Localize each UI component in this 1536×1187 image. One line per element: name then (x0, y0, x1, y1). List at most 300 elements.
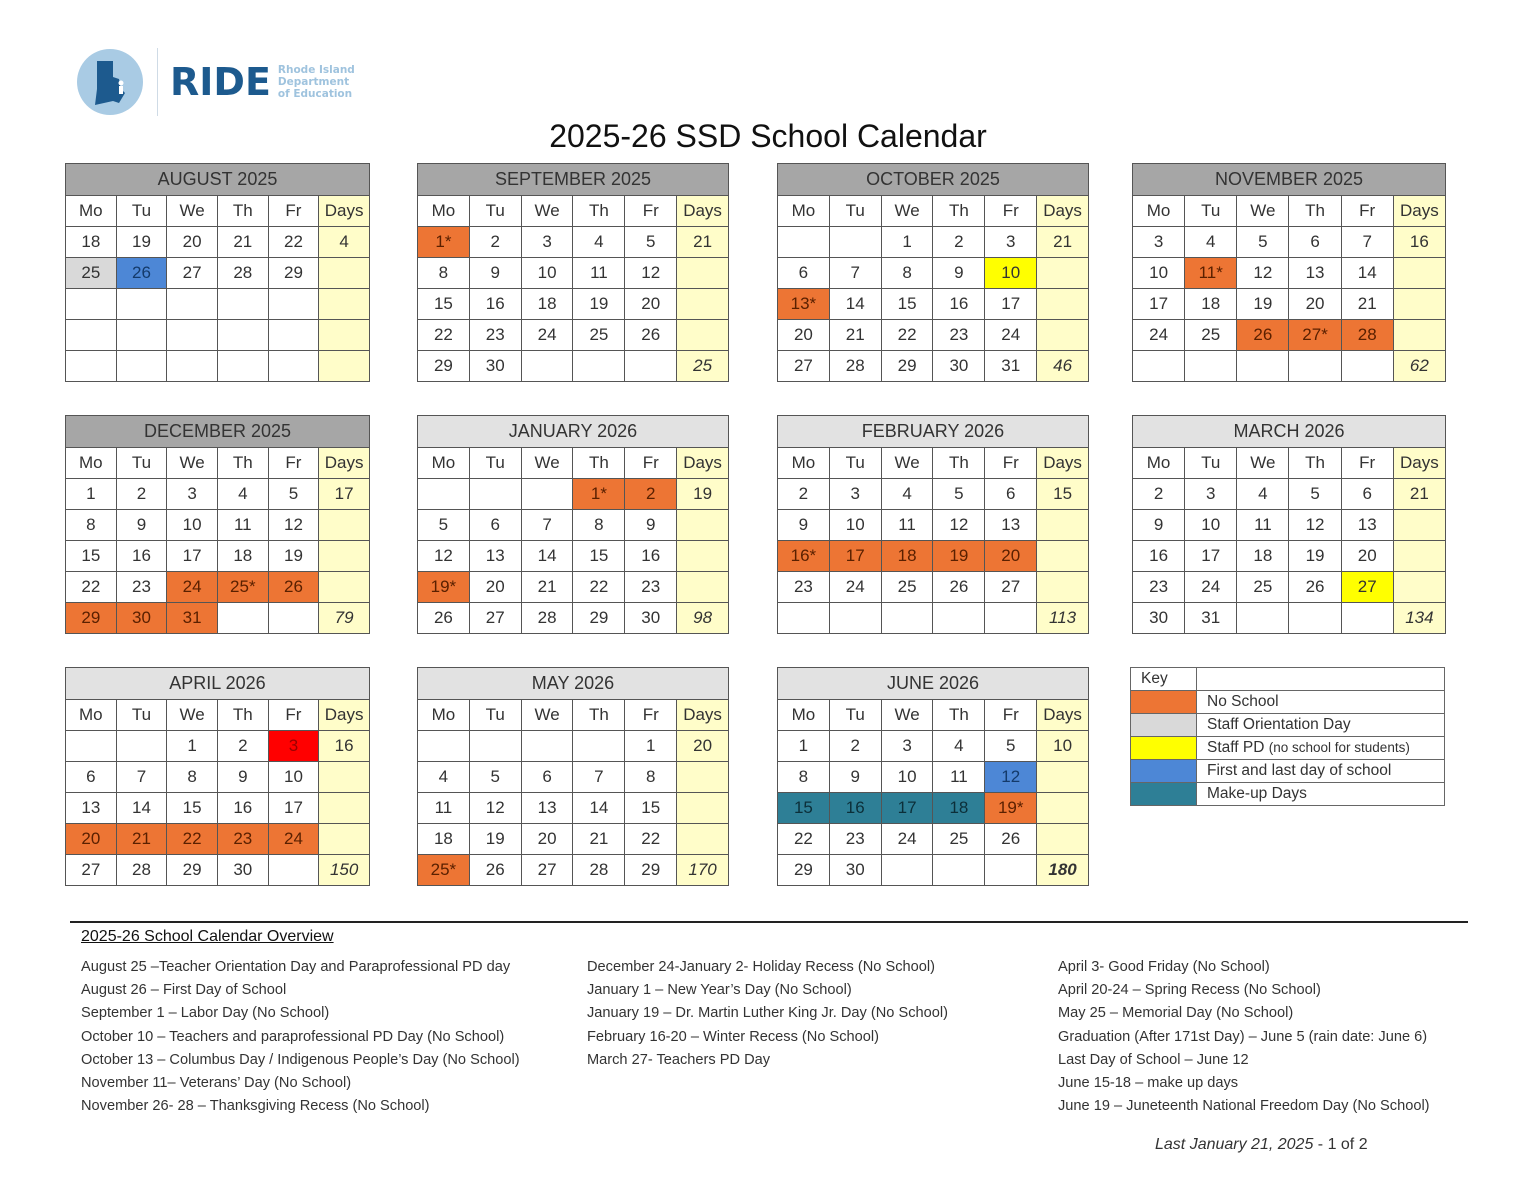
day-cell: 10 (167, 510, 218, 541)
days-count (1393, 320, 1445, 351)
day-cell: 26 (1289, 572, 1341, 603)
week-row (418, 824, 729, 855)
week-row (1133, 320, 1446, 351)
day-cell: 22 (625, 824, 677, 855)
page-number: - 1 of 2 (1313, 1136, 1368, 1153)
week-row (66, 258, 370, 289)
week-row (778, 855, 1089, 886)
day-cell: 3 (829, 479, 881, 510)
day-cell: 21 (829, 320, 881, 351)
day-cell: 24 (881, 824, 933, 855)
week-row (1133, 603, 1446, 634)
day-cell: 12 (985, 762, 1037, 793)
days-count (677, 289, 729, 320)
day-cell: 20 (985, 541, 1037, 572)
day-cell: 16 (625, 541, 677, 572)
week-row (66, 227, 370, 258)
day-cell: 1 (881, 227, 933, 258)
day-cell: 3 (521, 227, 573, 258)
day-cell: 23 (469, 320, 521, 351)
day-cell: 25 (881, 572, 933, 603)
weekday-header: Mo (66, 448, 117, 479)
key-header: Key (1131, 668, 1197, 691)
days-count: 4 (319, 227, 370, 258)
day-cell (1237, 603, 1289, 634)
days-header: Days (1037, 196, 1089, 227)
day-cell: 24 (829, 572, 881, 603)
day-cell (985, 603, 1037, 634)
day-cell: 12 (625, 258, 677, 289)
day-cell: 20 (167, 227, 218, 258)
days-header: Days (1037, 700, 1089, 731)
day-cell: 22 (418, 320, 470, 351)
day-cell: 1 (778, 731, 830, 762)
weekday-header: Mo (778, 196, 830, 227)
day-cell: 3 (985, 227, 1037, 258)
week-row (66, 351, 370, 382)
days-count (319, 320, 370, 351)
day-cell: 4 (1185, 227, 1237, 258)
overview-item: Graduation (After 171st Day) – June 5 (rain date: June 6) (1058, 1028, 1428, 1045)
days-count: 62 (1393, 351, 1445, 382)
day-cell: 29 (573, 603, 625, 634)
week-row (778, 320, 1089, 351)
day-cell (167, 320, 218, 351)
month-title: NOVEMBER 2025 (1133, 164, 1446, 196)
key-label-staff-orientation: Staff Orientation Day (1197, 714, 1445, 737)
day-cell: 26 (418, 603, 470, 634)
day-cell: 21 (1341, 289, 1393, 320)
day-cell: 3 (268, 731, 319, 762)
day-cell (116, 289, 167, 320)
overview-item: October 10 – Teachers and paraprofessional PD Day (No School) (81, 1028, 505, 1045)
day-cell: 29 (881, 351, 933, 382)
day-cell: 12 (469, 793, 521, 824)
day-cell (167, 289, 218, 320)
day-cell: 27 (985, 572, 1037, 603)
month-calendar (1132, 163, 1446, 382)
overview-item: April 3- Good Friday (No School) (1058, 959, 1270, 975)
day-cell: 17 (829, 541, 881, 572)
month-calendar (65, 415, 370, 634)
day-cell: 23 (829, 824, 881, 855)
week-row (778, 824, 1089, 855)
day-cell: 19* (418, 572, 470, 603)
weekday-header: Fr (1341, 448, 1393, 479)
day-cell: 10 (521, 258, 573, 289)
overview-column-3 (1058, 956, 1430, 1118)
days-count: 20 (677, 731, 729, 762)
week-row (1133, 227, 1446, 258)
day-cell: 20 (1289, 289, 1341, 320)
days-count (319, 824, 370, 855)
day-cell (217, 289, 268, 320)
day-cell: 2 (778, 479, 830, 510)
day-cell: 14 (829, 289, 881, 320)
day-cell: 19 (573, 289, 625, 320)
week-row (778, 793, 1089, 824)
weekday-header: Fr (625, 700, 677, 731)
day-cell: 9 (469, 258, 521, 289)
days-count: 16 (1393, 227, 1445, 258)
weekday-header: Mo (418, 448, 470, 479)
day-cell: 20 (66, 824, 117, 855)
day-cell: 25 (1237, 572, 1289, 603)
day-cell: 2 (116, 479, 167, 510)
weekday-header: Tu (469, 448, 521, 479)
day-cell: 27 (167, 258, 218, 289)
weekday-header: Tu (116, 196, 167, 227)
day-cell: 12 (418, 541, 470, 572)
overview-item: June 15-18 – make up days (1058, 1075, 1239, 1092)
day-cell: 2 (933, 227, 985, 258)
day-cell: 5 (625, 227, 677, 258)
key-label-no-school: No School (1197, 691, 1445, 714)
days-count (677, 541, 729, 572)
day-cell: 8 (573, 510, 625, 541)
footer (1155, 1136, 1368, 1154)
key-label-staff-pd-main: Staff PD (1207, 739, 1265, 756)
day-cell (469, 479, 521, 510)
week-row (66, 572, 370, 603)
day-cell: 15 (778, 793, 830, 824)
day-cell: 19 (933, 541, 985, 572)
make-up-days-swatch (1131, 783, 1197, 806)
day-cell: 9 (217, 762, 268, 793)
day-cell: 19 (1237, 289, 1289, 320)
logo-subtitle-line: Department (277, 76, 350, 88)
month-title: FEBRUARY 2026 (778, 416, 1089, 448)
month-calendar (777, 667, 1089, 886)
week-row (778, 227, 1089, 258)
day-cell: 11 (881, 510, 933, 541)
weekday-header: Th (1289, 196, 1341, 227)
weekday-header: Fr (1341, 196, 1393, 227)
days-header: Days (1037, 448, 1089, 479)
day-cell: 22 (167, 824, 218, 855)
day-cell: 1 (625, 731, 677, 762)
weekday-header: Th (573, 196, 625, 227)
week-row (66, 541, 370, 572)
day-cell: 5 (268, 479, 319, 510)
overview-item: November 26- 28 – Thanksgiving Recess (No School) (81, 1098, 430, 1115)
day-cell (1289, 603, 1341, 634)
day-cell (881, 855, 933, 886)
days-count (319, 572, 370, 603)
month-calendar (777, 163, 1089, 382)
week-row (66, 510, 370, 541)
days-count (677, 320, 729, 351)
days-count (677, 258, 729, 289)
page-title: 2025-26 SSD School Calendar (549, 118, 987, 154)
day-cell: 5 (1289, 479, 1341, 510)
overview-item: December 24-January 2- Holiday Recess (No School) (587, 959, 935, 975)
days-count (677, 510, 729, 541)
day-cell: 23 (933, 320, 985, 351)
overview-title: 2025-26 School Calendar Overview (81, 928, 334, 945)
day-cell (66, 351, 117, 382)
days-count: 150 (319, 855, 370, 886)
day-cell: 11 (217, 510, 268, 541)
day-cell: 27* (1289, 320, 1341, 351)
day-cell: 27 (1341, 572, 1393, 603)
weekday-header: Tu (116, 448, 167, 479)
day-cell: 19* (985, 793, 1037, 824)
day-cell: 9 (625, 510, 677, 541)
days-header: Days (319, 448, 370, 479)
week-row (778, 572, 1089, 603)
days-count: 10 (1037, 731, 1089, 762)
day-cell: 29 (167, 855, 218, 886)
overview-item: June 19 – Juneteenth National Freedom Day (No School) (1058, 1098, 1430, 1115)
weekday-header: Th (217, 448, 268, 479)
week-row (418, 289, 729, 320)
days-count: 46 (1037, 351, 1089, 382)
days-count (319, 541, 370, 572)
day-cell: 20 (1341, 541, 1393, 572)
days-count: 113 (1037, 603, 1089, 634)
day-cell (116, 731, 167, 762)
day-cell: 26 (268, 572, 319, 603)
day-cell: 10 (1185, 510, 1237, 541)
day-cell: 25 (66, 258, 117, 289)
day-cell (116, 320, 167, 351)
month-title: AUGUST 2025 (66, 164, 370, 196)
day-cell: 8 (778, 762, 830, 793)
day-cell: 24 (1185, 572, 1237, 603)
month-title: OCTOBER 2025 (778, 164, 1089, 196)
days-count (1393, 289, 1445, 320)
weekday-header: We (1237, 448, 1289, 479)
logo-subtitle (278, 64, 355, 100)
week-row (66, 603, 370, 634)
day-cell (66, 289, 117, 320)
day-cell: 28 (1341, 320, 1393, 351)
day-cell: 19 (1289, 541, 1341, 572)
day-cell: 29 (778, 855, 830, 886)
weekday-header: We (881, 448, 933, 479)
week-row (1133, 541, 1446, 572)
day-cell: 13 (1341, 510, 1393, 541)
days-count: 15 (1037, 479, 1089, 510)
day-cell: 1* (418, 227, 470, 258)
day-cell: 25* (217, 572, 268, 603)
day-cell: 31 (985, 351, 1037, 382)
day-cell: 16 (217, 793, 268, 824)
month-title: JUNE 2026 (778, 668, 1089, 700)
weekday-header: Th (217, 700, 268, 731)
day-cell: 5 (933, 479, 985, 510)
month-calendar (417, 415, 729, 634)
day-cell: 10 (1133, 258, 1185, 289)
week-row (1133, 510, 1446, 541)
week-row (418, 793, 729, 824)
day-cell: 8 (625, 762, 677, 793)
week-row (778, 510, 1089, 541)
day-cell: 16 (1133, 541, 1185, 572)
day-cell (469, 731, 521, 762)
days-count: 21 (1037, 227, 1089, 258)
overview-column-1 (81, 956, 520, 1118)
day-cell: 18 (66, 227, 117, 258)
days-count (677, 793, 729, 824)
days-count: 25 (677, 351, 729, 382)
day-cell (829, 227, 881, 258)
day-cell (573, 731, 625, 762)
week-row (1133, 289, 1446, 320)
weekday-header: We (521, 196, 573, 227)
week-row (778, 351, 1089, 382)
day-cell: 7 (116, 762, 167, 793)
weekday-header: We (167, 196, 218, 227)
days-count (1037, 258, 1089, 289)
weekday-header: Tu (829, 196, 881, 227)
revision-date: Last January 21, 2025 (1155, 1136, 1314, 1153)
days-header: Days (677, 448, 729, 479)
day-cell: 26 (625, 320, 677, 351)
day-cell: 25 (573, 320, 625, 351)
week-row (418, 258, 729, 289)
day-cell: 9 (1133, 510, 1185, 541)
weekday-header: Fr (985, 700, 1037, 731)
day-cell: 30 (829, 855, 881, 886)
weekday-header: Th (933, 700, 985, 731)
weekday-header: Tu (469, 700, 521, 731)
day-cell: 11 (418, 793, 470, 824)
weekday-header: We (881, 700, 933, 731)
overview-item: January 1 – New Year’s Day (No School) (587, 982, 852, 999)
weekday-header: Tu (469, 196, 521, 227)
section-divider (70, 921, 1468, 923)
day-cell: 29 (66, 603, 117, 634)
day-cell: 18 (521, 289, 573, 320)
day-cell: 19 (116, 227, 167, 258)
day-cell: 4 (881, 479, 933, 510)
days-header: Days (677, 196, 729, 227)
week-row (418, 855, 729, 886)
day-cell: 12 (933, 510, 985, 541)
day-cell: 3 (1185, 479, 1237, 510)
first-last-day-swatch (1131, 760, 1197, 783)
day-cell: 27 (469, 603, 521, 634)
day-cell (521, 731, 573, 762)
day-cell: 16 (469, 289, 521, 320)
day-cell: 19 (469, 824, 521, 855)
day-cell: 17 (985, 289, 1037, 320)
day-cell: 30 (625, 603, 677, 634)
week-row (66, 479, 370, 510)
week-row (418, 320, 729, 351)
month-title: MARCH 2026 (1133, 416, 1446, 448)
day-cell: 26 (116, 258, 167, 289)
day-cell: 4 (1237, 479, 1289, 510)
day-cell: 20 (469, 572, 521, 603)
weekday-header: Th (573, 700, 625, 731)
days-count (1393, 572, 1445, 603)
day-cell: 6 (778, 258, 830, 289)
day-cell: 15 (881, 289, 933, 320)
day-cell: 2 (829, 731, 881, 762)
day-cell: 9 (933, 258, 985, 289)
days-header: Days (319, 700, 370, 731)
day-cell (217, 351, 268, 382)
days-count: 134 (1393, 603, 1445, 634)
days-count (1037, 793, 1089, 824)
day-cell (521, 351, 573, 382)
day-cell: 14 (1341, 258, 1393, 289)
day-cell: 5 (985, 731, 1037, 762)
logo-divider (157, 48, 158, 116)
days-count (1037, 541, 1089, 572)
weekday-header: Tu (116, 700, 167, 731)
day-cell: 28 (217, 258, 268, 289)
day-cell: 16 (829, 793, 881, 824)
days-count (1037, 289, 1089, 320)
weekday-header: Mo (778, 448, 830, 479)
logo-subtitle-line: of Education (277, 88, 353, 100)
days-count: 16 (319, 731, 370, 762)
day-cell: 18 (1237, 541, 1289, 572)
overview-column-2 (587, 956, 948, 1072)
day-cell: 3 (881, 731, 933, 762)
week-row (1133, 479, 1446, 510)
day-cell: 4 (573, 227, 625, 258)
day-cell: 3 (1133, 227, 1185, 258)
day-cell: 22 (268, 227, 319, 258)
day-cell: 5 (1237, 227, 1289, 258)
day-cell (1341, 603, 1393, 634)
day-cell: 2 (1133, 479, 1185, 510)
day-cell: 4 (933, 731, 985, 762)
month-title: APRIL 2026 (66, 668, 370, 700)
day-cell: 1 (66, 479, 117, 510)
day-cell: 7 (829, 258, 881, 289)
days-header: Days (677, 700, 729, 731)
day-cell: 13* (778, 289, 830, 320)
day-cell: 24 (268, 824, 319, 855)
days-count (677, 762, 729, 793)
day-cell: 11 (933, 762, 985, 793)
day-cell: 10 (829, 510, 881, 541)
day-cell: 10 (268, 762, 319, 793)
days-count (677, 572, 729, 603)
week-row (418, 731, 729, 762)
day-cell: 11 (573, 258, 625, 289)
month-title: DECEMBER 2025 (66, 416, 370, 448)
weekday-header: Mo (778, 700, 830, 731)
weekday-header: We (521, 448, 573, 479)
day-cell: 21 (573, 824, 625, 855)
overview-item: January 19 – Dr. Martin Luther King Jr. Day (No School) (587, 1005, 948, 1022)
days-count (1037, 572, 1089, 603)
day-cell (268, 289, 319, 320)
day-cell: 26 (985, 824, 1037, 855)
day-cell: 18 (217, 541, 268, 572)
key-label-make-up-days: Make-up Days (1197, 783, 1445, 806)
day-cell: 27 (66, 855, 117, 886)
day-cell: 17 (1185, 541, 1237, 572)
day-cell: 22 (778, 824, 830, 855)
month-title: JANUARY 2026 (418, 416, 729, 448)
day-cell: 16* (778, 541, 830, 572)
month-title: SEPTEMBER 2025 (418, 164, 729, 196)
day-cell: 27 (778, 351, 830, 382)
month-calendar (65, 163, 370, 382)
week-row (66, 320, 370, 351)
day-cell: 26 (469, 855, 521, 886)
day-cell: 14 (521, 541, 573, 572)
day-cell: 10 (881, 762, 933, 793)
